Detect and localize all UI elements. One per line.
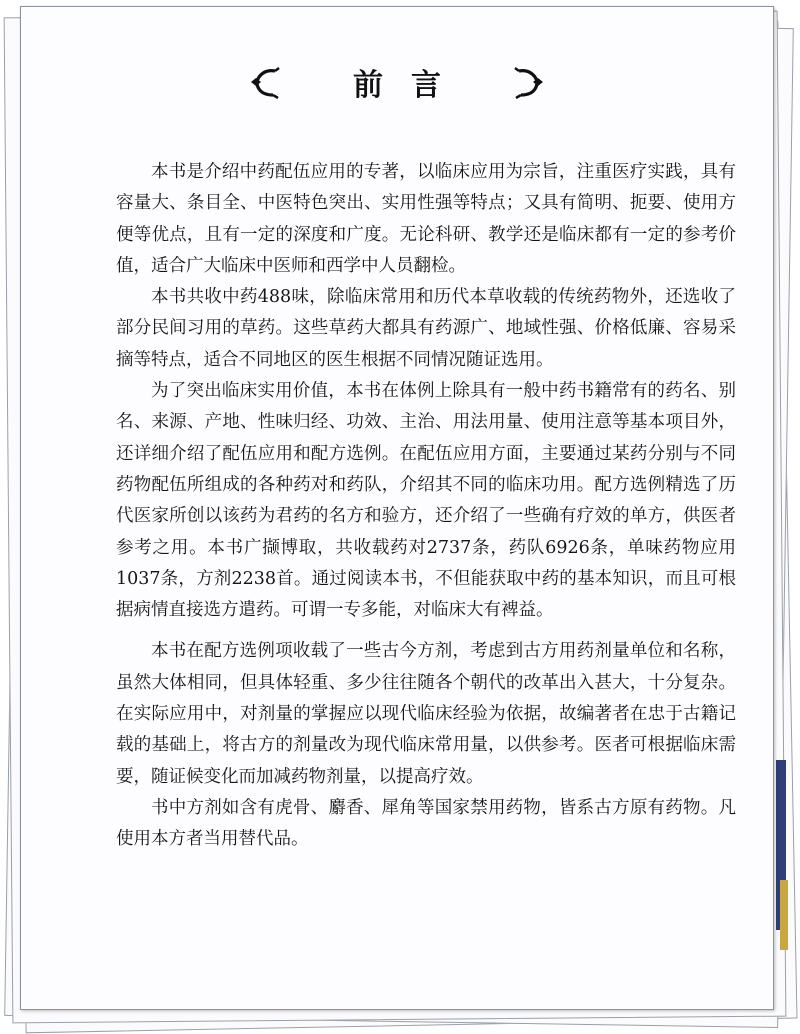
document-page [20, 6, 774, 1010]
paragraph: 本书在配方选例项收载了一些古今方剂，考虑到古方用药剂量单位和名称，虽然大体相同，但具体轻重、多少往往随各个朝代的改革出入甚大，十分复杂。在实际应用中，对剂量的掌握应以现代临床经验为依据，故编著者在忠于古籍记载的基础上，将古方的剂量改为现代临床常用量，以供参考。医者可根据临床需要，随证候变化而加减药物剂量，以提高疗效。 [116, 641, 736, 787]
paragraph: 为了突出临床实用价值，本书在体例上除具有一般中药书籍常有的药名、别名、来源、产地、性味归经、功效、主治、用法用量、使用注意等基本项目外，还详细介绍了配伍应用和配方选例。在配伍应用方面，主要通过某药分别与不同药物配伍所组成的各种药对和药队，介绍其不同的临床功用。配方选例精选了历代医家所创以该药为君药的名方和验方，还介绍了一些确有疗效的单方，供医者参考之用。本书广撷博取，共收载药对2737条，药队6926条，单味药物应用1037条，方剂2238首。通过阅读本书，不但能获取中药的基本知识，而且可根据病情直接选方遣药。可谓一专多能，对临床大有裨益。 [116, 381, 736, 621]
preface-body [116, 157, 736, 856]
left-ornament-icon [245, 65, 285, 99]
title-row [21, 57, 773, 107]
book-cover-edge [780, 880, 788, 950]
page-title: 前言 [353, 68, 469, 103]
paragraph: 书中方剂如含有虎骨、麝香、犀角等国家禁用药物，皆系古方原有药物。凡使用本方者当用替代品。 [116, 797, 736, 850]
paragraph: 本书是介绍中药配伍应用的专著，以临床应用为宗旨，注重医疗实践，具有容量大、条目全、中医特色突出、实用性强等特点；又具有简明、扼要、使用方便等优点，且有一定的深度和广度。无论科研、教学还是临床都有一定的参考价值，适合广大临床中医师和西学中人员翻检。 [116, 162, 736, 276]
right-ornament-icon [509, 65, 549, 99]
paragraph: 本书共收中药488味，除临床常用和历代本草收载的传统药物外，还选收了部分民间习用的草药。这些草药大都具有药源广、地域性强、价格低廉、容易采摘等特点，适合不同地区的医生根据不同情况随证选用。 [116, 287, 736, 370]
